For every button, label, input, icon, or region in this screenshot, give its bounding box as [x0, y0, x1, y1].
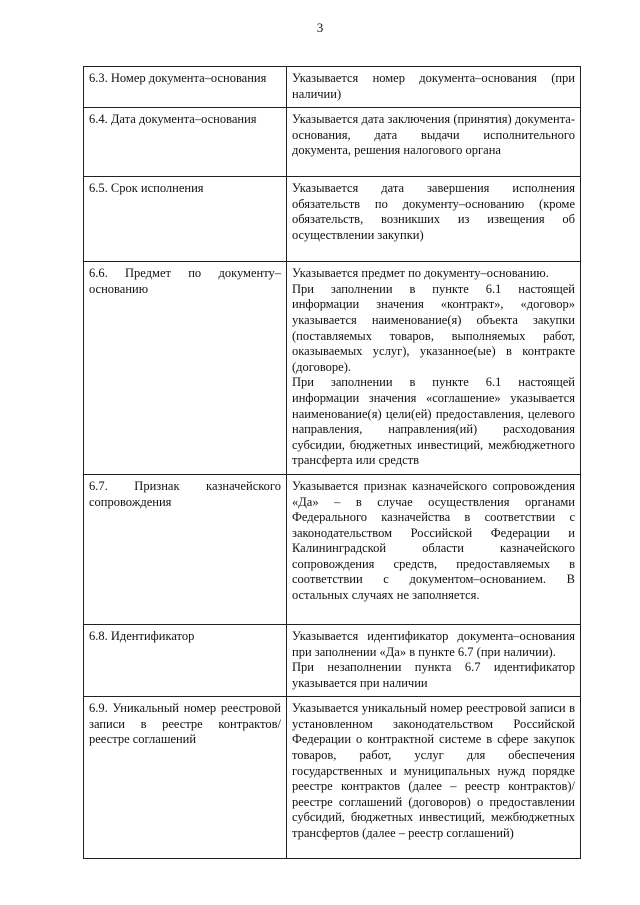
row-label: 6.8. Идентификатор: [84, 624, 287, 696]
row-description: [287, 67, 581, 108]
row-description: [287, 262, 581, 475]
row-description: [287, 108, 581, 177]
table-row: [84, 262, 581, 475]
description-paragraph: Указывается дата завершения исполнения обязательств по документу–основанию (кроме обязательств, возникших из извещения об осуществлении закупки): [292, 181, 575, 242]
description-paragraph: При заполнении в пункте 6.1 настоящей информации значения «контракт», «договор» указывается наименование(я) объекта закупки (поставляемых товаров, выполняемых работ, оказываемых услуг), указанное(ые) в контракте (договоре).: [292, 281, 575, 374]
table-row: [84, 624, 581, 696]
row-description: [287, 624, 581, 696]
description-paragraph: Указывается номер документа–основания (при наличии): [292, 71, 575, 101]
description-paragraph: При заполнении в пункте 6.1 настоящей информации значения «соглашение» указывается наименование(я) цели(ей) предоставления, целевого направления, направления(ий) расходования субсидии, бюджетных инвестиций, межбюджетного трансферта или средств: [292, 375, 575, 468]
row-label: 6.9. Уникальный номер реестровой записи в реестре контрактов/реестре соглашений: [84, 697, 287, 859]
row-label: 6.4. Дата документа–основания: [84, 108, 287, 177]
table-row: [84, 697, 581, 859]
page-number: 3: [316, 20, 324, 35]
row-label: 6.7. Признак казначейского сопровождения: [84, 474, 287, 624]
description-paragraph: При незаполнении пункта 6.7 идентификатор указывается при наличии: [292, 660, 575, 690]
table-row: [84, 67, 581, 108]
table-row: [84, 474, 581, 624]
description-paragraph: Указывается признак казначейского сопровождения «Да» – в случае осуществления органами Федерального казначейства в соответствии с законодательством Российской Федерации и Калининградской области казначейского сопровождения средств, предоставляемых в соответствии с документом–основанием. В остальных случаях не заполняется.: [292, 478, 575, 603]
table-row: [84, 177, 581, 262]
description-paragraph: Указывается идентификатор документа–основания при заполнении «Да» в пункте 6.7 (при наличии).: [292, 628, 575, 659]
description-paragraph: Указывается предмет по документу–основанию.: [292, 266, 549, 281]
row-description: [287, 177, 581, 262]
description-paragraph: Указывается уникальный номер реестровой записи в установленном законодательством Российской Федерации о контрактной системе в сфере закупок товаров, работ, услуг для обеспечения государственных и муниципальных нужд порядке реестре контрактов (далее – реестр контрактов)/реестре соглашений (договоров) о предоставлении субсидий, бюджетных инвестиций, межбюджетных трансфертов (далее – реестр соглашений): [292, 701, 575, 841]
row-label: 6.5. Срок исполнения: [84, 177, 287, 262]
row-label: 6.6. Предмет по документу–основанию: [84, 262, 287, 475]
row-description: [287, 474, 581, 624]
requisites-table: [83, 66, 581, 859]
description-paragraph: Указывается дата заключения (принятия) документа-основания, дата выдачи исполнительного документа, решения налогового органа: [292, 112, 575, 158]
table-row: [84, 108, 581, 177]
row-label: 6.3. Номер документа–основания: [84, 67, 287, 108]
row-description: [287, 697, 581, 859]
